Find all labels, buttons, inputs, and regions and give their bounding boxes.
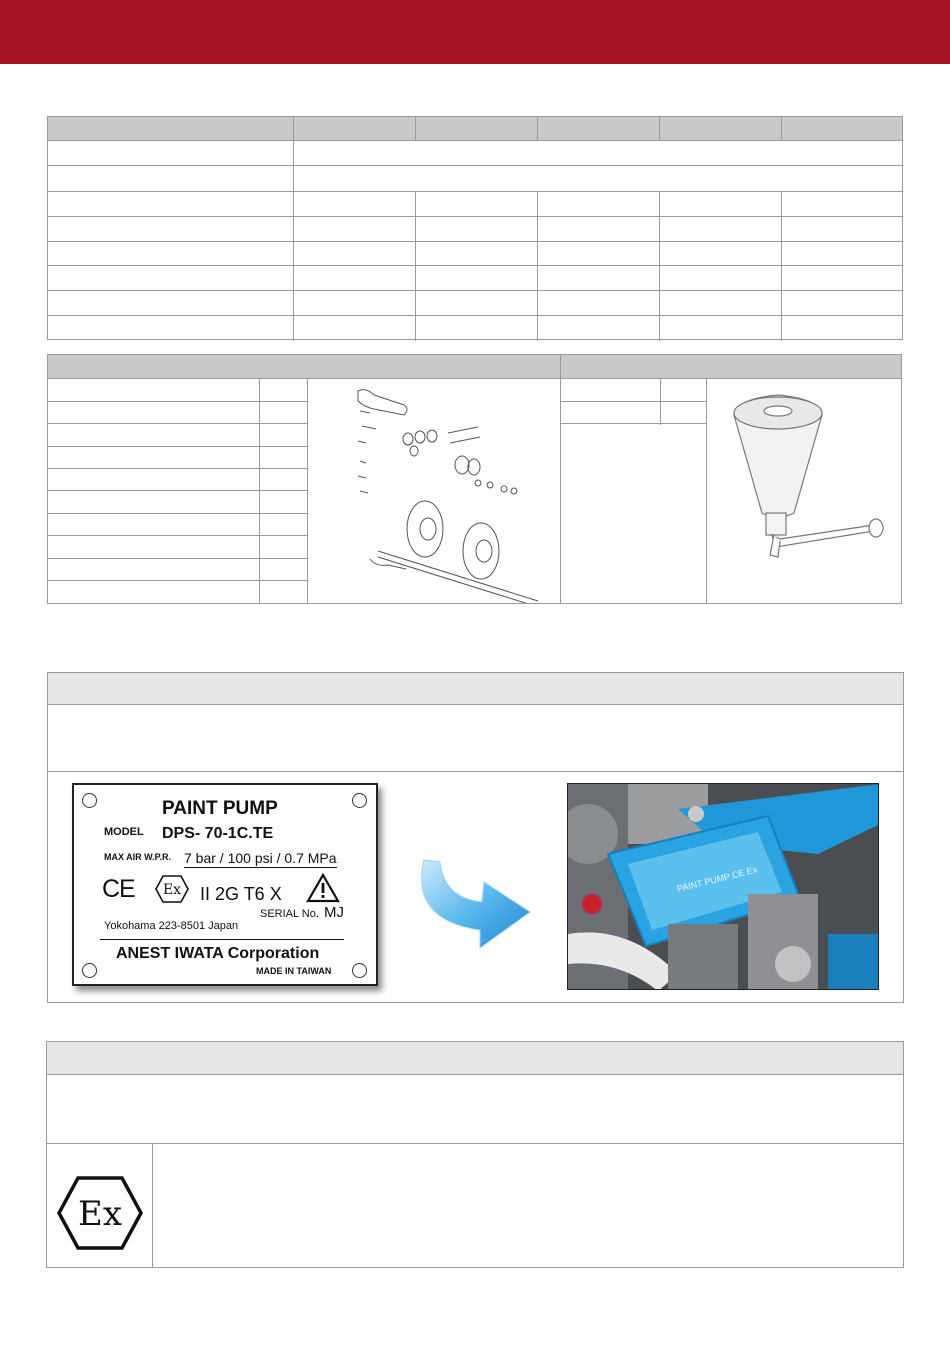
pump-nameplate-photo [567, 783, 879, 990]
svg-text:Ex: Ex [78, 1194, 122, 1234]
funnel-hopper-diagram [714, 385, 894, 565]
origin-text: MADE IN TAIWAN [256, 966, 332, 976]
ex-hexagon-icon [154, 874, 190, 904]
ce-mark: CE [102, 875, 135, 903]
ex-hexagon-icon [56, 1175, 144, 1251]
atex-code: II 2G T6 X [200, 884, 282, 904]
serial-label: SERIAL No. [260, 908, 319, 920]
svg-text:PAINT PUMP CE Ex: PAINT PUMP CE Ex [676, 864, 759, 894]
screw-hole-icon [352, 963, 367, 978]
model-label: MODEL [104, 826, 144, 838]
curved-arrow-icon [410, 850, 535, 955]
warning-triangle-icon [306, 873, 340, 903]
atex-section-header [47, 1042, 903, 1075]
svg-text:Ex: Ex [162, 882, 182, 898]
specification-table [47, 116, 903, 340]
screw-hole-icon [352, 793, 367, 808]
pressure-value: 7 bar / 100 psi / 0.7 MPa [184, 850, 337, 866]
brand-header-bar [0, 0, 950, 64]
parts-table [47, 354, 902, 604]
company-name: ANEST IWATA Corporation [116, 945, 320, 962]
serial-value: MJ [324, 904, 344, 921]
nameplate-section-header [48, 673, 903, 705]
parts-table-header [48, 355, 901, 379]
nameplate-title: PAINT PUMP [162, 798, 278, 819]
nameplate-label [72, 783, 378, 986]
atex-section [46, 1041, 904, 1268]
exploded-parts-diagram [348, 381, 560, 603]
screw-hole-icon [82, 963, 97, 978]
model-value: DPS- 70-1C.TE [162, 825, 274, 842]
screw-hole-icon [82, 793, 97, 808]
pressure-label: MAX AIR W.P.R. [104, 852, 172, 862]
manufacturer-address: Yokohama 223-8501 Japan [104, 920, 239, 932]
spec-table-header-row [48, 117, 902, 141]
